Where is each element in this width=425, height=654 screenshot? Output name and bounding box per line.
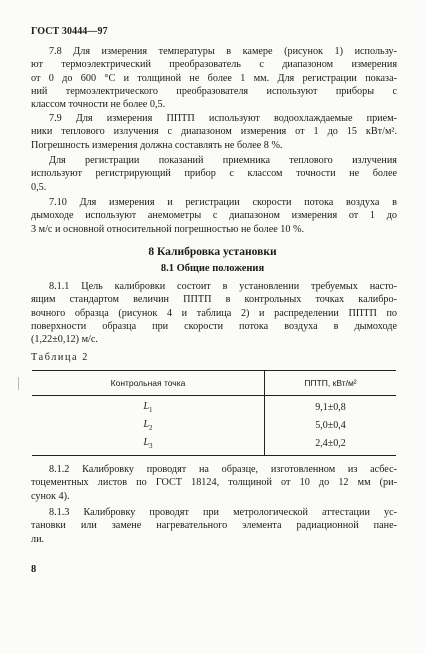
margin-mark bbox=[18, 377, 19, 390]
table-cell-value: 9,1±0,8 bbox=[315, 401, 346, 413]
section-title: 8 Калибровка установки bbox=[148, 246, 277, 258]
paragraph-8-1-2: 8.1.2 Калибровку проводят на образце, изготовленном из асбес- тоцементных листов по ГОСТ 18124, толщиной от 10 до 12 мм (ри- сунок 4). bbox=[31, 464, 397, 502]
table-cell-point: $L_2$ bbox=[32, 416, 265, 434]
paragraph-7-8: 7.8 Для измерения температуры в камере (рисунок 1) использу- ют термоэлектрический преобразователь с диапазоном измерения от 0 до 600 °C и толщиной не более 1 мм. Для регистрации показа- ний термоэлектрического преобразователя используют приборы с классом точности не более 0,5. bbox=[31, 46, 397, 111]
table-cell-point: $L_3$ bbox=[32, 434, 265, 456]
paragraph-7-10: 7.10 Для измерения и регистрации скорости потока воздуха в дымоходе используют анемометры с диапазоном измерения от 1 до 3 м/с и основной относительной погрешностью не более 10 %. bbox=[31, 197, 397, 235]
table-caption: Таблица 2 bbox=[31, 352, 89, 363]
calibration-table bbox=[32, 370, 396, 456]
table-row bbox=[32, 416, 396, 434]
page-number: 8 bbox=[31, 564, 37, 575]
paragraph-7-9-registration: Для регистрации показаний приемника теплового излучения используют регистрирующий прибор с классом точности не более 0,5. bbox=[31, 155, 397, 193]
table-row bbox=[32, 396, 396, 417]
table-cell-value: 2,4±0,2 bbox=[265, 434, 397, 456]
table-header-point: Контрольная точка bbox=[32, 371, 265, 396]
paragraph-8-1-1: 8.1.1 Цель калибровки состоит в установлении требуемых насто- ящим стандартом величин ППТП в контрольных точках калибро- вочного образца (рисунок 4 и таблица 2) и распределении ППТП по поверхности образца при скорости потока воздуха в дымоходе (1,22±0,12) м/с. bbox=[31, 281, 397, 346]
table-row bbox=[32, 434, 396, 456]
table-header-value: ППТП, кВт/м² bbox=[265, 371, 397, 396]
document-header: ГОСТ 30444—97 bbox=[31, 26, 108, 37]
paragraph-8-1-3: 8.1.3 Калибровку проводят при метрологической аттестации ус- тановки или замене нагревательного элемента радиационной пане- ли. bbox=[31, 507, 397, 545]
table-cell-point: $L_1$ bbox=[32, 396, 265, 417]
paragraph-7-9: 7.9 Для измерения ППТП используют водоохлаждаемые прием- ники теплового излучения с диапазоном измерения от 1 до 15 кВт/м². Погрешность измерения должна составлять не более 8 %. bbox=[31, 113, 397, 151]
subsection-title: 8.1 Общие положения bbox=[160, 263, 265, 274]
table-cell-value: 5,0±0,4 bbox=[315, 419, 346, 431]
